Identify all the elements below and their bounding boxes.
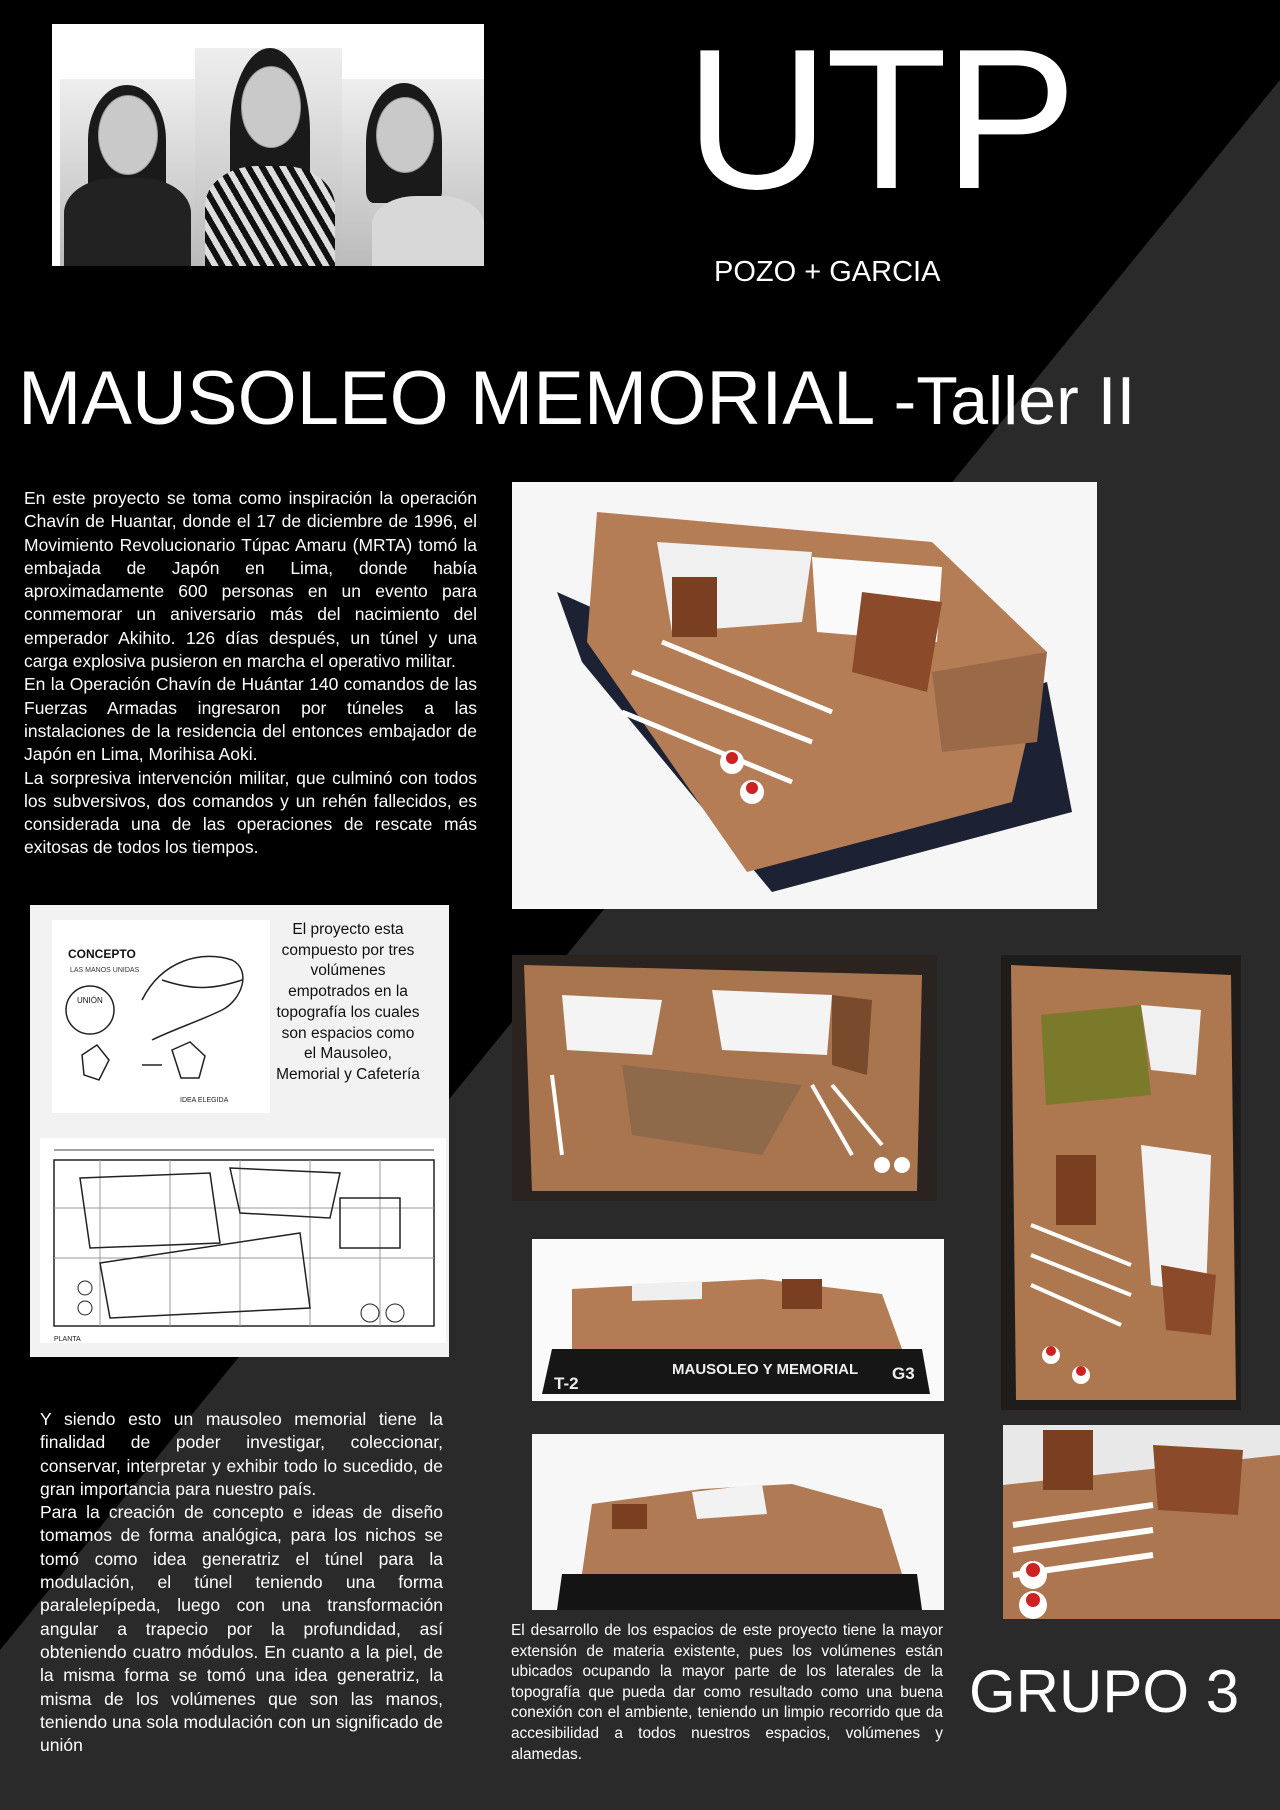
model-photo-elevation-labeled	[532, 1239, 944, 1401]
sketch-subtitle: LAS MANOS UNIDAS	[70, 967, 140, 974]
portrait-2	[195, 48, 342, 266]
model-top-illustration	[512, 955, 937, 1201]
model-label-right: G3	[892, 1364, 915, 1383]
sketch-title: CONCEPTO	[68, 947, 136, 961]
intro-paragraph-3: La sorpresiva intervención militar, que culminó con todos los subversivos, dos comandos y un rehén fallecidos, es considerada una de las operaciones de rescate más exitosas de todos los tiempos.	[24, 767, 477, 858]
floor-plan-drawing	[40, 1138, 446, 1343]
portrait-1	[60, 79, 195, 266]
sketch-idea-label: IDEA ELEGIDA	[180, 1097, 229, 1104]
intro-paragraph-1: En este proyecto se toma como inspiración la operación Chavín de Huantar, donde el 17 de diciembre de 1996, el Movimiento Revolucionario Túpac Amaru (MRTA) tomó la embajada de Japón en Lima, donde había aproximadamente 600 personas en un evento para conmemorar un aniversario más del nacimiento del emperador Akihito. 126 días después, un túnel y una carga explosiva pusieron en marcha el operativo militar.	[24, 488, 477, 672]
sketch-union-label: UNIÓN	[77, 996, 103, 1005]
model-label-center: MAUSOLEO Y MEMORIAL	[672, 1361, 859, 1378]
model-main-illustration	[512, 482, 1097, 909]
model-photo-main	[512, 482, 1097, 909]
model-aerial-illustration	[1001, 955, 1241, 1410]
model-label-left: T-2	[554, 1374, 579, 1393]
intro-paragraph-2: En la Operación Chavín de Huántar 140 comandos de las Fuerzas Armadas ingresaron por túneles a las instalaciones de la residencia del entonces embajador de Japón en Lima, Morihisa Aoki.	[24, 674, 477, 765]
page-title	[18, 355, 1135, 442]
union-circle	[66, 986, 114, 1034]
closing-text	[40, 1408, 443, 1757]
intro-text	[24, 487, 477, 860]
team-photos	[52, 24, 484, 266]
floor-plan	[40, 1138, 446, 1343]
model-elevation-illustration	[532, 1239, 944, 1401]
group-label: GRUPO 3	[969, 1658, 1240, 1725]
authors: POZO + GARCIA	[714, 256, 941, 288]
model-detail-illustration	[1003, 1425, 1280, 1619]
closing-paragraph-2: Para la creación de concepto e ideas de diseño tomamos de forma analógica, para los nichos se tomó como idea generatriz el túnel para la modulación, el túnel teniendo una forma paralelepípeda, luego con una transformación angular a trapecio por la profundidad, así obteniendo cuatro módulos. En cuanto a la piel, de la misma forma se tomó una idea generatriz, la misma de los volúmenes que son las manos, teniendo una sola modulación con un significado de unión	[40, 1502, 443, 1756]
concept-sketch	[52, 920, 270, 1113]
concept-text: El proyecto esta compuesto por tres volúmenes empotrados en la topografía los cuales son espacios como el Mausoleo, Memorial y Cafetería	[276, 921, 420, 1083]
utp-logo: UTP	[685, 8, 1073, 231]
development-text: El desarrollo de los espacios de este proyecto tiene la mayor extensión de materia existente, pues los volúmenes están ubicados ocupando la mayor parte de los laterales de la topografía que pueda dar como resultado como una buena conexión con el ambiente, teniendo un limpio recorrido que da accesibilidad a todos nuestros espacios, volúmenes y alamedas.	[511, 1622, 943, 1763]
model-photo-detail	[1003, 1425, 1280, 1619]
title-main: MAUSOLEO MEMORIAL	[18, 356, 873, 441]
model-photo-aerial	[1001, 955, 1241, 1410]
concept-sketch-drawing	[52, 920, 270, 1113]
title-subtitle: -Taller II	[893, 363, 1136, 439]
closing-paragraph-1: Y siendo esto un mausoleo memorial tiene la finalidad de poder investigar, coleccionar, conservar, interpretar y exhibir todo lo sucedido, de gran importancia para nuestro país.	[40, 1409, 443, 1499]
plan-label: PLANTA	[54, 1336, 81, 1343]
model-photo-top	[512, 955, 937, 1201]
model-elevation2-illustration	[532, 1434, 944, 1610]
portrait-3	[342, 79, 484, 266]
model-photo-elevation	[532, 1434, 944, 1610]
